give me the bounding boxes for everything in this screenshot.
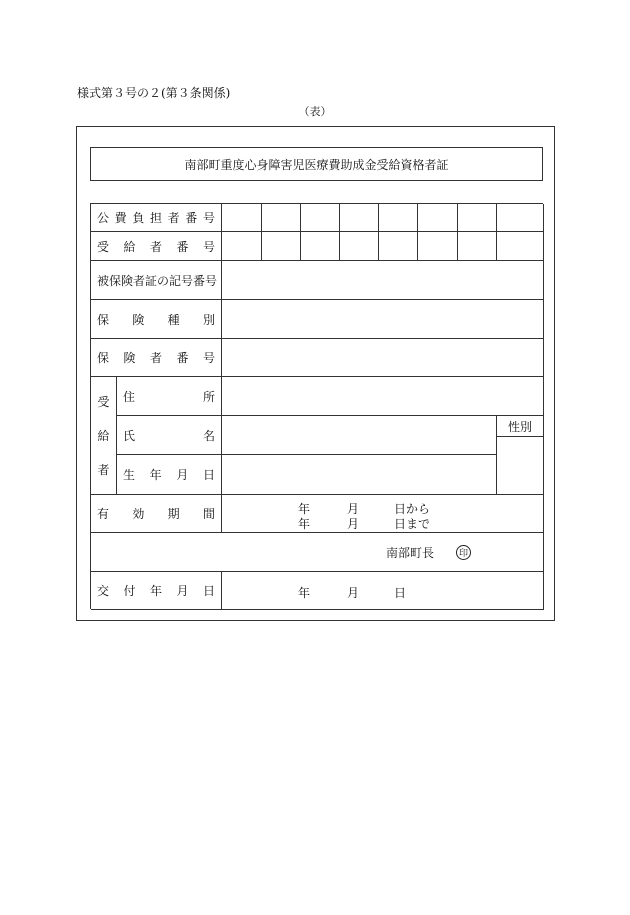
digit-box[interactable] [301,204,340,232]
label-recipient-number: 受 給 者 番 号 [91,232,222,261]
certificate-title: 南部町重度心身障害児医療費助成金受給資格者証 [90,147,543,181]
digit-box[interactable] [340,204,379,232]
digit-box[interactable] [379,204,418,232]
label-validity-period: 有 効 期 間 [91,495,222,533]
label-birthdate: 生 年 月 日 [117,455,222,495]
digit-box[interactable] [418,204,458,232]
insured-card-number-field[interactable] [222,261,544,300]
digit-box[interactable] [458,232,497,261]
digit-box[interactable] [497,204,544,232]
mayor-label: 南部町長 [385,545,434,560]
label-insurer-number: 保 険 者 番 号 [91,339,222,377]
insurer-number-field[interactable] [222,339,544,377]
name-field[interactable] [222,416,497,455]
address-field[interactable] [222,377,544,416]
digit-box[interactable] [497,232,544,261]
side-label: （表） [298,105,332,118]
label-address: 住 所 [117,377,222,416]
digit-box[interactable] [262,232,301,261]
insurance-type-field[interactable] [222,300,544,339]
digit-box[interactable] [379,232,418,261]
seal-mark: 印 [456,545,471,560]
label-insurance-type: 保 険 種 別 [91,300,222,339]
label-public-payer-number: 公 費 負 担 者 番 号 [91,204,222,232]
digit-box[interactable] [222,232,262,261]
label-name: 氏 名 [117,416,222,455]
label-recipient-group: 受 給 者 [91,377,117,495]
form-number: 様式第３号の２(第３条関係) [77,86,231,100]
issue-date-field[interactable]: 年 月 日 [222,572,544,610]
digit-box[interactable] [458,204,497,232]
label-issue-date: 交 付 年 月 日 [91,572,222,610]
digit-box[interactable] [222,204,262,232]
validity-period-field[interactable]: 年 月 日から 年 月 日まで [222,495,544,533]
label-insured-card-number: 被保険者証の記号番号 [91,261,222,300]
digit-box[interactable] [340,232,379,261]
label-gender: 性別 [497,416,544,437]
digit-box[interactable] [262,204,301,232]
digit-box[interactable] [418,232,458,261]
digit-box[interactable] [301,232,340,261]
gender-field[interactable] [497,437,544,495]
birthdate-field[interactable] [222,455,497,495]
mayor-signature-row [91,533,544,572]
certificate-table [90,203,543,609]
